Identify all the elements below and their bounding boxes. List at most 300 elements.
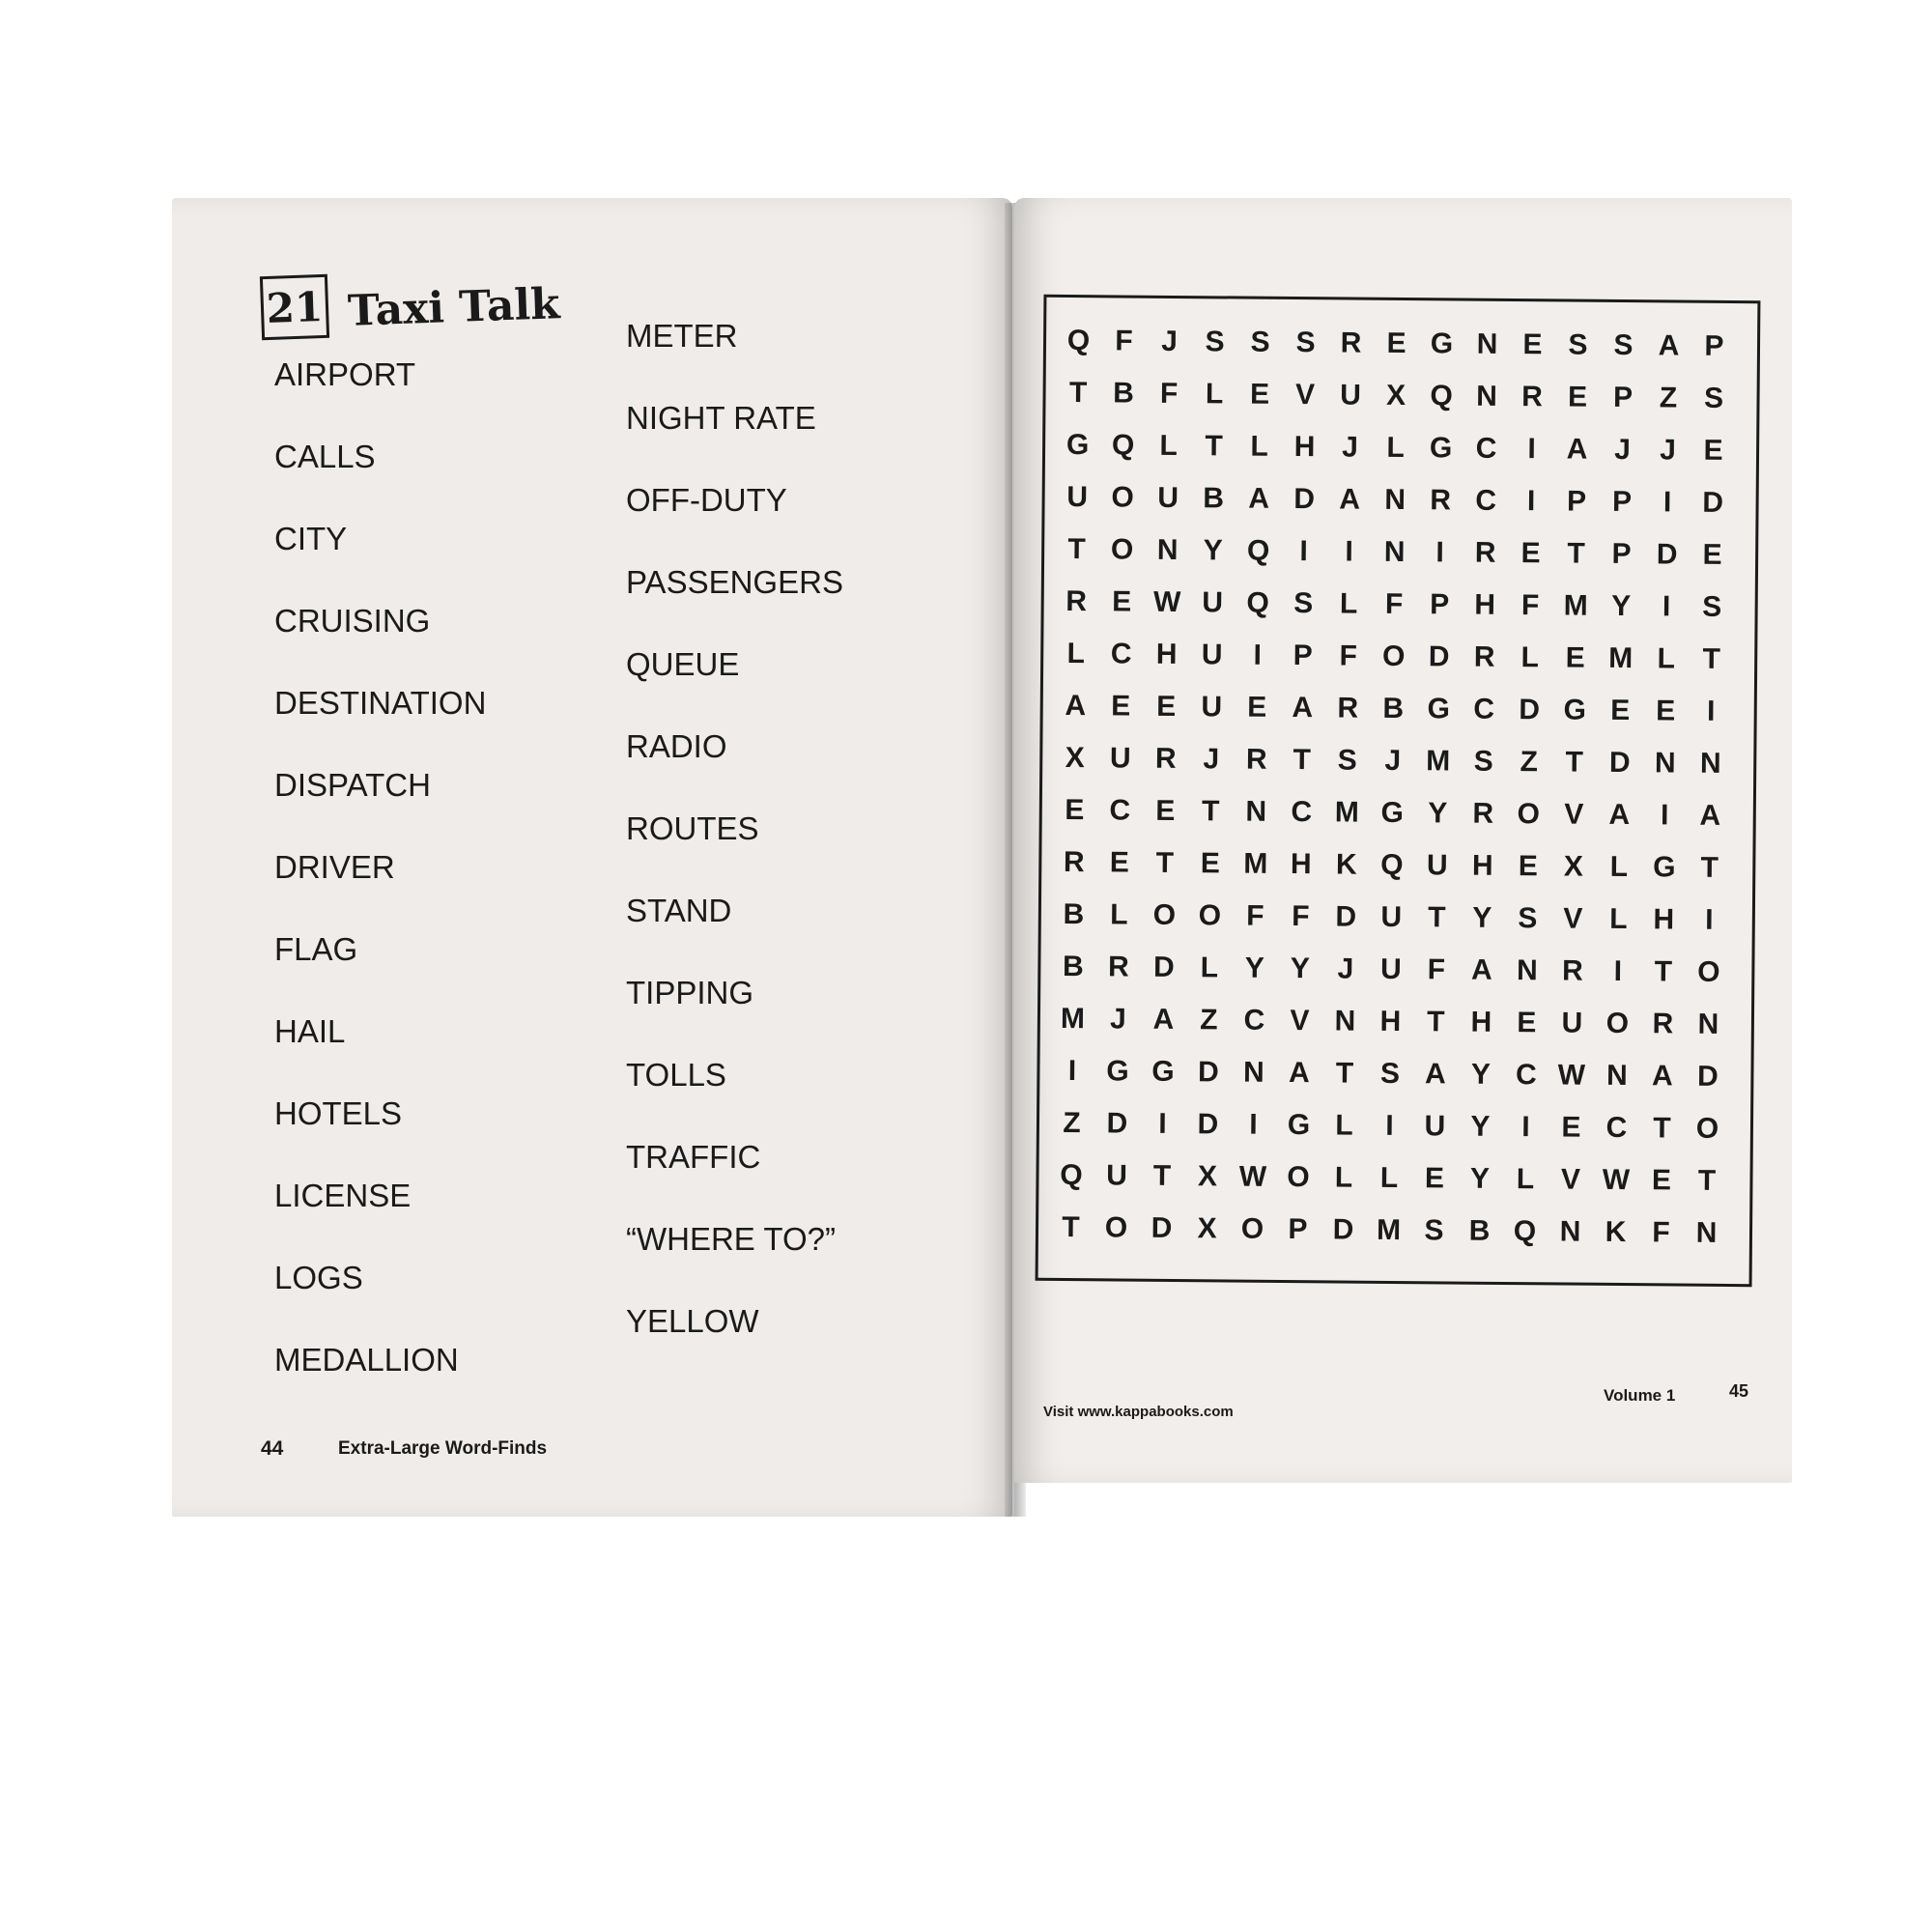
grid-letter: E	[1610, 694, 1631, 727]
grid-letter: E	[1155, 794, 1176, 827]
grid-letter: F	[1292, 900, 1310, 933]
grid-letter: S	[1295, 327, 1316, 359]
word-list-item: STAND	[626, 893, 732, 928]
grid-letter: E	[1656, 695, 1676, 727]
grid-letter: W	[1152, 585, 1181, 619]
grid-letter: I	[1662, 486, 1672, 519]
grid-letter: D	[1519, 694, 1541, 726]
grid-letter: U	[1066, 480, 1089, 514]
book-title: Extra-Large Word-Finds	[338, 1438, 548, 1459]
grid-letter: N	[1695, 1216, 1718, 1249]
grid-letter: W	[1238, 1160, 1267, 1193]
word-list-item: OFF-DUTY	[626, 482, 787, 518]
grid-letter: B	[1382, 692, 1405, 725]
grid-letter: L	[1335, 1109, 1353, 1142]
grid-letter: D	[1656, 538, 1678, 571]
grid-letter: F	[1339, 639, 1358, 672]
grid-letter: B	[1062, 950, 1084, 983]
grid-letter: O	[1110, 533, 1134, 566]
grid-letter: Z	[1063, 1106, 1081, 1140]
grid-letter: D	[1151, 1211, 1173, 1244]
grid-letter: I	[1613, 954, 1623, 988]
grid-letter: I	[1385, 1109, 1394, 1142]
grid-letter: S	[1379, 1057, 1401, 1091]
grid-letter: I	[1527, 433, 1536, 466]
grid-letter: O	[1104, 1211, 1128, 1244]
grid-letter: L	[1334, 1161, 1353, 1194]
grid-letter: R	[1340, 327, 1362, 359]
grid-letter: E	[1702, 538, 1722, 571]
grid-letter: P	[1293, 639, 1313, 672]
grid-letter: F	[1115, 325, 1133, 357]
grid-letter: M	[1060, 1002, 1086, 1036]
grid-letter: R	[1430, 484, 1452, 517]
grid-letter: N	[1384, 483, 1406, 517]
grid-letter: P	[1288, 1213, 1308, 1246]
grid-letter: A	[1470, 953, 1492, 986]
grid-letter: C	[1605, 1111, 1628, 1145]
grid-letter: T	[1152, 1159, 1172, 1192]
grid-letter: M	[1563, 589, 1588, 622]
puzzle-number: 21	[260, 274, 329, 340]
grid-letter: L	[1516, 1163, 1535, 1196]
grid-letter: T	[1155, 846, 1175, 879]
grid-letter: C	[1109, 794, 1131, 827]
grid-letter: A	[1651, 1060, 1673, 1093]
grid-letter: D	[1608, 746, 1631, 780]
grid-letter: T	[1702, 642, 1721, 675]
grid-letter: Q	[1246, 534, 1270, 567]
grid-letter: P	[1566, 485, 1587, 518]
grid-letter: H	[1379, 1005, 1402, 1038]
grid-letter: V	[1560, 1163, 1581, 1196]
grid-letter: L	[1339, 587, 1358, 620]
grid-letter: X	[1065, 741, 1085, 775]
grid-letter: I	[1067, 1055, 1077, 1088]
grid-letter: N	[1699, 747, 1721, 780]
word-list-item: TRAFFIC	[626, 1139, 761, 1175]
word-list-item: “WHERE TO?”	[626, 1221, 836, 1257]
grid-letter: W	[1557, 1059, 1586, 1092]
grid-letter: U	[1379, 952, 1402, 986]
grid-letter: P	[1430, 588, 1450, 621]
grid-letter: I	[1662, 590, 1671, 623]
grid-letter: L	[1159, 429, 1178, 462]
grid-letter: T	[1428, 901, 1446, 934]
grid-letter: E	[1109, 846, 1129, 879]
grid-letter: C	[1475, 484, 1497, 517]
letter-grid	[1048, 315, 1737, 1260]
grid-letter: C	[1243, 1004, 1265, 1037]
grid-letter: J	[1614, 433, 1632, 467]
grid-letter: G	[1065, 428, 1090, 462]
grid-letter: A	[1288, 1057, 1310, 1090]
grid-letter: D	[1335, 900, 1357, 933]
grid-letter: N	[1605, 1059, 1628, 1093]
grid-letter: T	[1700, 851, 1719, 884]
grid-letter: K	[1335, 848, 1357, 881]
word-list-item: PASSENGERS	[626, 564, 843, 600]
grid-letter: I	[1158, 1107, 1167, 1140]
grid-letter: L	[1250, 430, 1268, 463]
grid-letter: Y	[1428, 797, 1448, 830]
grid-letter: Q	[1060, 1158, 1083, 1192]
grid-letter: T	[1653, 1112, 1671, 1145]
grid-letter: S	[1337, 744, 1357, 777]
grid-letter: G	[1380, 796, 1405, 830]
grid-letter: F	[1246, 899, 1264, 932]
grid-letter: L	[1609, 850, 1629, 884]
grid-letter: T	[1565, 746, 1584, 779]
grid-letter: T	[1654, 955, 1673, 988]
right-page	[1014, 198, 1792, 1483]
grid-letter: R	[1472, 797, 1494, 830]
grid-letter: C	[1473, 693, 1495, 725]
grid-letter: O	[1240, 1212, 1264, 1245]
grid-letter: M	[1608, 641, 1634, 675]
grid-letter: Z	[1200, 1004, 1218, 1037]
grid-letter: Y	[1203, 534, 1223, 567]
grid-letter: T	[1062, 1210, 1080, 1244]
grid-letter: R	[1065, 584, 1088, 618]
letter-grid-box	[1036, 295, 1761, 1287]
grid-letter: N	[1245, 795, 1267, 828]
grid-letter: E	[1651, 1164, 1672, 1197]
grid-letter: L	[1200, 952, 1219, 984]
grid-letter: S	[1205, 326, 1225, 358]
grid-letter: E	[1424, 1162, 1445, 1195]
website-text: Visit www.kappabooks.com	[1043, 1404, 1234, 1420]
word-list-item: AIRPORT	[274, 356, 416, 392]
grid-letter: Q	[1513, 1215, 1537, 1248]
grid-letter: A	[1292, 692, 1314, 724]
grid-letter: E	[1200, 847, 1220, 880]
word-list-item: CALLS	[274, 439, 376, 474]
grid-letter: D	[1197, 1056, 1219, 1089]
grid-letter: H	[1470, 1006, 1492, 1038]
grid-letter: U	[1106, 1159, 1127, 1192]
grid-letter: O	[1695, 1112, 1719, 1145]
grid-letter: Q	[1380, 848, 1404, 882]
word-list-column-1	[274, 333, 486, 1401]
grid-letter: H	[1155, 638, 1178, 671]
grid-letter: X	[1197, 1212, 1217, 1245]
word-list-item: LOGS	[274, 1260, 363, 1295]
grid-letter: S	[1250, 326, 1270, 358]
grid-letter: G	[1430, 327, 1454, 360]
grid-letter: R	[1521, 381, 1544, 413]
grid-letter: N	[1516, 954, 1538, 987]
grid-letter: U	[1380, 900, 1403, 934]
grid-letter: L	[1379, 1161, 1399, 1195]
grid-letter: A	[1424, 1058, 1446, 1091]
grid-letter: T	[1205, 430, 1223, 463]
grid-letter: W	[1602, 1163, 1631, 1197]
grid-letter: R	[1474, 536, 1496, 569]
word-list-item: MEDALLION	[274, 1342, 459, 1378]
grid-letter: G	[1429, 432, 1453, 465]
grid-letter: V	[1294, 379, 1316, 412]
grid-letter: D	[1428, 640, 1450, 673]
grid-letter: Y	[1470, 1058, 1492, 1091]
grid-letter: L	[1386, 431, 1405, 465]
grid-letter: A	[1658, 329, 1680, 362]
grid-letter: I	[1435, 536, 1444, 569]
grid-letter: U	[1157, 481, 1179, 515]
grid-letter: C	[1475, 432, 1497, 465]
grid-letter: A	[1152, 1003, 1175, 1036]
puzzle-title: Taxi Talk	[347, 278, 561, 336]
grid-letter: J	[1342, 431, 1359, 464]
grid-letter: F	[1159, 377, 1179, 410]
grid-letter: S	[1424, 1214, 1444, 1247]
word-list-item: QUEUE	[626, 646, 740, 682]
page-number-right: 45	[1729, 1381, 1749, 1401]
grid-letter: T	[1335, 1057, 1354, 1090]
volume-label: Volume 1	[1604, 1386, 1676, 1405]
grid-letter: E	[1703, 434, 1723, 467]
grid-letter: G	[1427, 693, 1451, 725]
grid-letter: I	[1660, 799, 1669, 832]
grid-letter: S	[1702, 590, 1722, 623]
grid-letter: L	[1110, 898, 1128, 931]
grid-letter: U	[1109, 742, 1131, 775]
word-list-item: CRUISING	[274, 603, 431, 639]
grid-letter: B	[1113, 377, 1135, 410]
grid-letter: A	[1339, 483, 1361, 516]
grid-letter: J	[1337, 952, 1354, 985]
grid-letter: A	[1699, 799, 1721, 832]
grid-letter: B	[1468, 1214, 1491, 1247]
grid-letter: O	[1381, 639, 1406, 673]
grid-letter: S	[1613, 328, 1634, 362]
grid-letter: M	[1376, 1213, 1402, 1247]
grid-letter: I	[1299, 535, 1308, 568]
grid-letter: I	[1249, 1108, 1258, 1141]
grid-letter: S	[1293, 587, 1314, 620]
grid-letter: Y	[1469, 1162, 1491, 1195]
grid-letter: U	[1202, 586, 1224, 619]
grid-letter: F	[1652, 1216, 1670, 1249]
grid-letter: D	[1332, 1213, 1354, 1246]
grid-letter: F	[1520, 589, 1540, 622]
grid-letter: J	[1384, 744, 1402, 778]
grid-letter: N	[1559, 1215, 1581, 1248]
grid-letter: V	[1290, 1005, 1310, 1037]
grid-letter: P	[1611, 485, 1633, 519]
grid-letter: U	[1201, 691, 1223, 724]
word-list-item: HAIL	[274, 1013, 346, 1049]
grid-letter: K	[1605, 1215, 1627, 1249]
grid-letter: E	[1386, 327, 1406, 360]
grid-letter: Q	[1430, 380, 1453, 412]
grid-letter: N	[1697, 1008, 1719, 1040]
grid-letter: Q	[1066, 324, 1091, 357]
grid-letter: D	[1702, 486, 1724, 519]
grid-letter: L	[1657, 642, 1676, 675]
grid-letter: D	[1197, 1108, 1219, 1141]
grid-letter: V	[1563, 902, 1583, 935]
grid-letter: H	[1653, 903, 1675, 936]
grid-letter: E	[1156, 690, 1177, 723]
page-number-left: 44	[261, 1437, 284, 1460]
grid-letter: X	[1197, 1160, 1218, 1193]
grid-letter: T	[1567, 537, 1585, 570]
grid-letter: O	[1605, 1007, 1630, 1040]
grid-letter: S	[1703, 382, 1724, 414]
grid-letter: N	[1334, 1005, 1356, 1037]
grid-letter: G	[1287, 1109, 1311, 1142]
grid-letter: T	[1697, 1164, 1717, 1197]
left-page	[172, 198, 1012, 1517]
grid-letter: A	[1566, 433, 1588, 466]
grid-letter: E	[1520, 537, 1541, 570]
grid-letter: B	[1063, 897, 1085, 931]
puzzle-header	[261, 275, 560, 339]
grid-letter: R	[1154, 742, 1177, 775]
grid-letter: H	[1293, 431, 1316, 464]
grid-letter: B	[1203, 482, 1225, 515]
grid-letter: E	[1561, 1111, 1581, 1144]
grid-letter: G	[1653, 851, 1676, 884]
grid-letter: U	[1201, 639, 1223, 671]
word-list-item: DRIVER	[274, 849, 395, 885]
grid-letter: E	[1249, 378, 1270, 411]
grid-letter: Q	[1246, 586, 1270, 619]
grid-letter: R	[1473, 640, 1495, 673]
word-list-item: DESTINATION	[274, 685, 487, 721]
grid-letter: E	[1111, 690, 1131, 723]
grid-letter: I	[1705, 903, 1714, 936]
grid-letter: C	[1110, 638, 1132, 670]
word-list-column-2	[626, 295, 843, 1362]
grid-letter: T	[1427, 1006, 1445, 1038]
grid-letter: O	[1697, 955, 1720, 988]
grid-letter: O	[1152, 898, 1177, 931]
word-list-item: FLAG	[274, 931, 358, 967]
grid-letter: Z	[1659, 382, 1678, 414]
grid-letter: O	[1517, 798, 1541, 831]
word-list-item: YELLOW	[626, 1303, 759, 1339]
grid-letter: U	[1340, 379, 1362, 412]
grid-letter: R	[1063, 845, 1085, 879]
grid-letter: H	[1471, 849, 1493, 882]
grid-letter: L	[1066, 638, 1086, 670]
grid-letter: N	[1654, 747, 1676, 780]
grid-letter: J	[1109, 1003, 1126, 1036]
word-list-item: HOTELS	[274, 1095, 403, 1131]
grid-letter: E	[1247, 691, 1267, 724]
grid-letter: X	[1563, 850, 1583, 883]
grid-letter: U	[1561, 1007, 1583, 1039]
grid-letter: D	[1106, 1107, 1128, 1140]
word-list-item: DISPATCH	[274, 767, 431, 803]
grid-letter: R	[1652, 1008, 1674, 1040]
grid-letter: D	[1152, 951, 1175, 983]
grid-letter: O	[1287, 1161, 1310, 1194]
grid-letter: P	[1612, 381, 1634, 414]
grid-letter: T	[1201, 795, 1220, 828]
grid-letter: Y	[1470, 1110, 1491, 1143]
grid-letter: P	[1704, 329, 1724, 362]
grid-letter: E	[1065, 793, 1085, 827]
grid-letter: G	[1563, 694, 1587, 726]
grid-letter: D	[1696, 1060, 1719, 1093]
grid-letter: R	[1107, 951, 1129, 983]
word-list-item: ROUTES	[626, 810, 759, 846]
grid-letter: Z	[1520, 746, 1539, 779]
word-list-item: LICENSE	[274, 1178, 412, 1213]
grid-letter: S	[1518, 902, 1538, 935]
grid-letter: J	[1203, 743, 1220, 776]
grid-letter: H	[1474, 588, 1496, 621]
grid-letter: Y	[1472, 901, 1492, 934]
grid-letter: N	[1383, 535, 1406, 569]
grid-letter: E	[1522, 328, 1543, 361]
grid-letter: E	[1567, 381, 1588, 413]
grid-letter: N	[1156, 533, 1179, 567]
grid-letter: L	[1520, 641, 1540, 674]
grid-letter: I	[1706, 695, 1716, 727]
grid-letter: U	[1424, 1110, 1446, 1143]
grid-letter: V	[1564, 798, 1584, 831]
grid-letter: Y	[1244, 952, 1265, 984]
grid-letter: R	[1561, 954, 1583, 987]
grid-letter: Y	[1611, 589, 1632, 623]
grid-letter: N	[1242, 1056, 1264, 1089]
grid-letter: N	[1476, 327, 1498, 360]
grid-letter: X	[1385, 379, 1406, 412]
word-list-item: CITY	[274, 521, 348, 556]
grid-letter: R	[1337, 692, 1359, 724]
grid-letter: O	[1198, 899, 1222, 932]
grid-letter: M	[1426, 745, 1451, 778]
grid-letter: Q	[1111, 429, 1135, 462]
grid-letter: F	[1427, 953, 1446, 986]
grid-letter: J	[1660, 434, 1677, 467]
grid-letter: E	[1517, 1007, 1537, 1039]
grid-letter: I	[1253, 639, 1263, 671]
word-list-item: METER	[626, 318, 738, 354]
grid-letter: T	[1293, 744, 1312, 777]
grid-letter: U	[1426, 849, 1448, 882]
grid-letter: L	[1609, 902, 1628, 936]
grid-letter: E	[1518, 850, 1538, 883]
grid-letter: G	[1151, 1055, 1175, 1088]
word-list-item: NIGHT RATE	[626, 400, 816, 436]
word-list-item: TOLLS	[626, 1057, 726, 1093]
grid-letter: E	[1112, 585, 1132, 618]
grid-letter: N	[1476, 380, 1498, 412]
grid-letter: A	[1065, 689, 1087, 723]
grid-letter: S	[1473, 745, 1493, 778]
grid-letter: F	[1384, 587, 1404, 621]
grid-letter: H	[1290, 848, 1312, 881]
grid-letter: C	[1515, 1059, 1537, 1092]
grid-letter: T	[1068, 377, 1088, 410]
grid-letter: C	[1291, 796, 1313, 829]
grid-letter: L	[1205, 378, 1224, 411]
grid-letter: M	[1334, 796, 1359, 829]
grid-letter: S	[1568, 328, 1588, 361]
word-list-item: RADIO	[626, 728, 727, 764]
grid-letter: Y	[1290, 952, 1311, 985]
grid-letter: G	[1106, 1055, 1129, 1088]
grid-letter: D	[1293, 483, 1316, 516]
grid-letter: I	[1521, 1111, 1530, 1144]
grid-letter: M	[1243, 847, 1268, 880]
word-list-item: TIPPING	[626, 975, 754, 1010]
